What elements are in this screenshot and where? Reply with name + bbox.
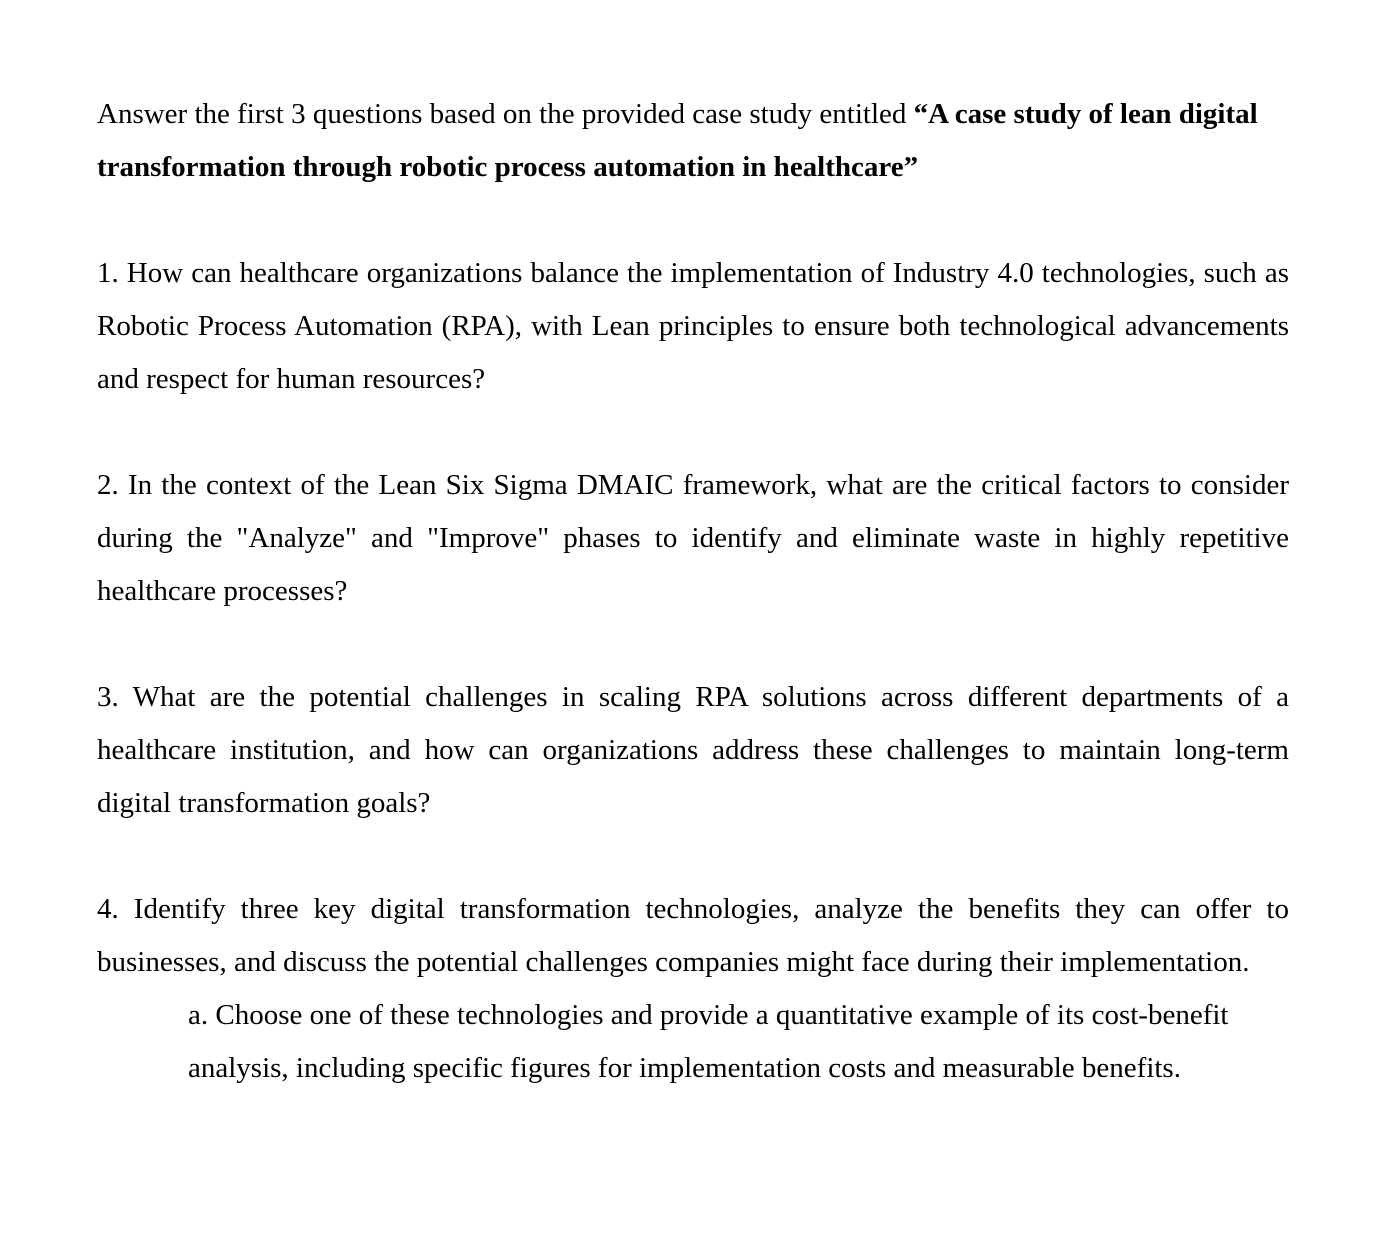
question-4: 4. Identify three key digital transformation technologies, analyze the benefits they can offer to businesses, and discuss the potential challenges companies might face during their implementation. <box>97 893 1289 978</box>
question-4a: a. Choose one of these technologies and provide a quantitative example of its cost-benefit analysis, including specific figures for implementation costs and measurable benefits. <box>188 999 1229 1084</box>
question-2: 2. In the context of the Lean Six Sigma DMAIC framework, what are the critical factors to consider during the "Analyze" and "Improve" phases to identify and eliminate waste in highly repetitive healthcare processes? <box>97 469 1289 607</box>
case-study-title: “A case study of lean digital transformation through robotic process automation in healthcare” <box>97 98 1258 183</box>
question-1: 1. How can healthcare organizations balance the implementation of Industry 4.0 technologies, such as Robotic Process Automation (RPA), with Lean principles to ensure both technological advancements and respect for human resources? <box>97 257 1289 395</box>
document-page <box>97 88 1289 1095</box>
intro-text: Answer the first 3 questions based on the provided case study entitled <box>97 98 914 130</box>
question-3: 3. What are the potential challenges in scaling RPA solutions across different departments of a healthcare institution, and how can organizations address these challenges to maintain long-term digital transformation goals? <box>97 681 1289 819</box>
intro-paragraph <box>97 88 1289 194</box>
